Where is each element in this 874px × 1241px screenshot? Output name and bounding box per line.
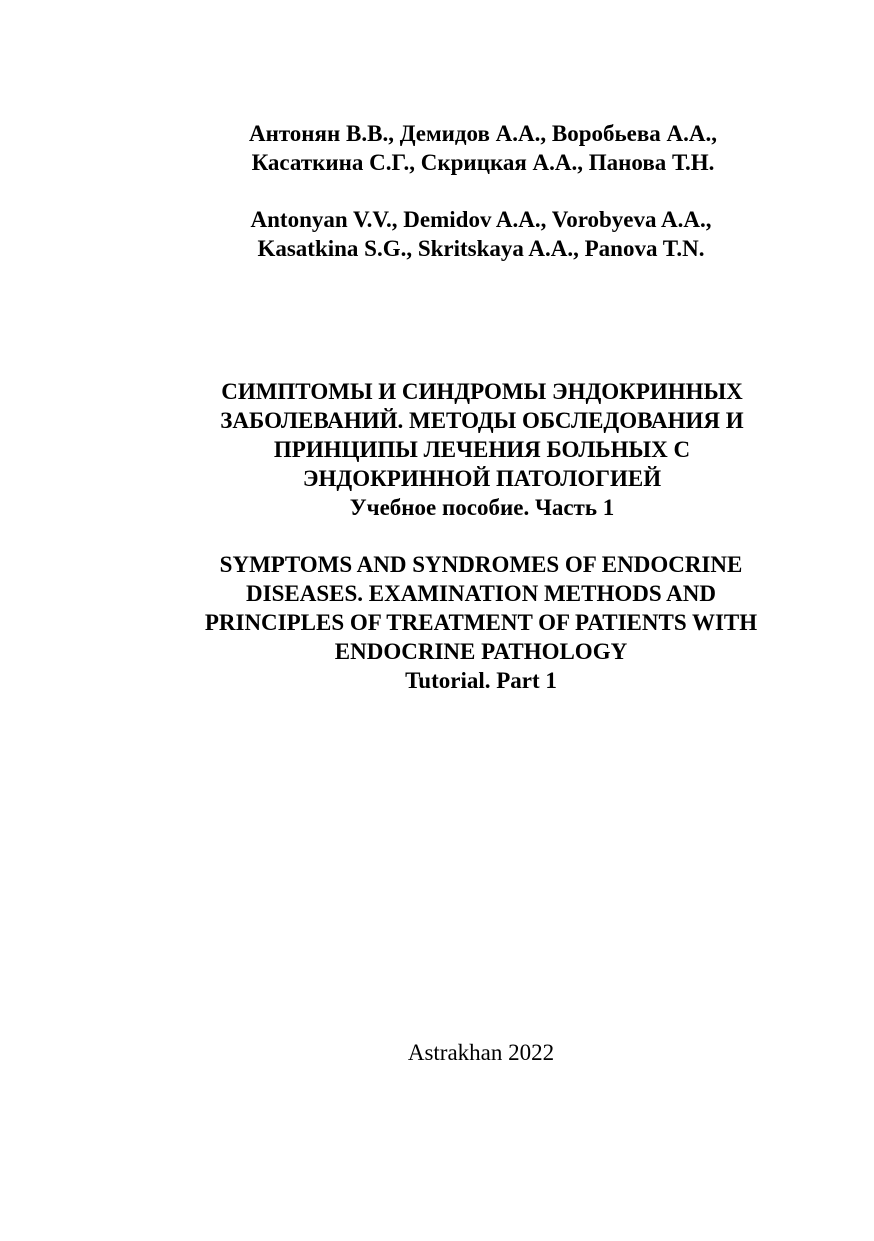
title-ru-line-3: ПРИНЦИПЫ ЛЕЧЕНИЯ БОЛЬНЫХ С	[273, 437, 691, 462]
subtitle-russian: Учебное пособие. Часть 1	[349, 495, 615, 520]
title-russian	[45, 377, 874, 522]
title-ru-line-4: ЭНДОКРИННОЙ ПАТОЛОГИЕЙ	[302, 466, 662, 491]
title-en-line-4: ENDOCRINE PATHOLOGY	[334, 639, 628, 664]
title-en-line-2: DISEASES. EXAMINATION METHODS AND	[246, 581, 716, 606]
title-en-line-3: PRINCIPLES OF TREATMENT OF PATIENTS WITH	[204, 610, 758, 635]
authors-english	[44, 205, 874, 263]
authors-en-line-1: Antonyan V.V., Demidov A.A., Vorobyeva A.A.,	[250, 207, 712, 232]
title-en-line-1: SYMPTOMS AND SYNDROMES OF ENDOCRINE	[219, 552, 743, 577]
authors-ru-line-2: Касаткина С.Г., Скрицкая А.А., Панова Т.Н.	[251, 150, 715, 175]
place-and-year: Astrakhan 2022	[407, 1040, 555, 1065]
authors-en-line-2: Kasatkina S.G., Skritskaya A.A., Panova T.N.	[257, 236, 705, 261]
authors-russian	[46, 119, 874, 177]
title-ru-line-2: ЗАБОЛЕВАНИЙ. МЕТОДЫ ОБСЛЕДОВАНИЯ И	[220, 408, 744, 433]
authors-ru-line-1: Антонян В.В., Демидов А.А., Воробьева А.А.,	[248, 121, 718, 146]
title-ru-line-1: СИМПТОМЫ И СИНДРОМЫ ЭНДОКРИННЫХ	[221, 379, 743, 404]
subtitle-english: Tutorial. Part 1	[405, 668, 557, 693]
title-english	[44, 550, 874, 695]
